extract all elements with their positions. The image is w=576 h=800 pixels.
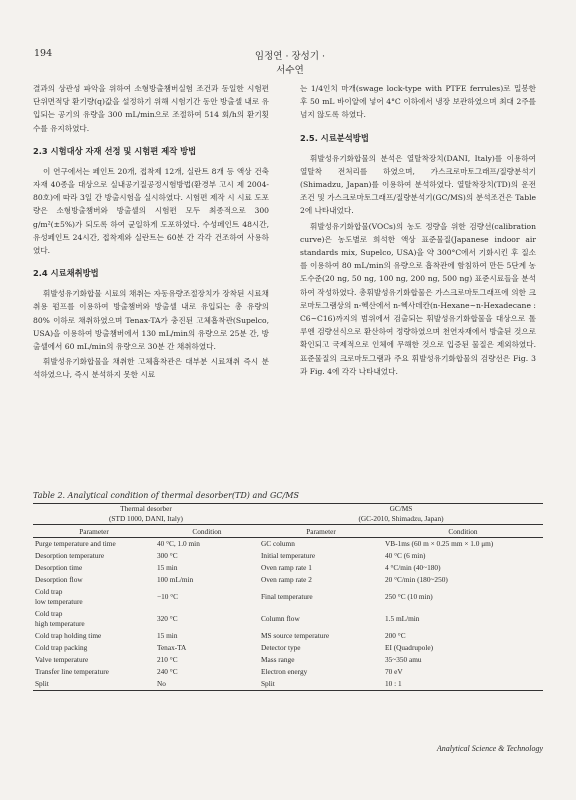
parameter-cell: Column flow	[261, 614, 300, 623]
parameter-cell: MS source temperature	[261, 631, 330, 640]
condition-cell: 40 °C, 1.0 min	[157, 539, 200, 548]
condition-cell: 1.5 mL/min	[385, 614, 420, 623]
parameter-cell: Final temperature	[261, 592, 313, 601]
column-header: Condition	[448, 526, 478, 536]
paragraph: 휘발성유기화합물의 분석은 열탈착장치(DANI, Italy)를 이용하여 열탈착 전처리를 하였으며, 가스크로마토그래프/질량분석기(Shimadzu, Japan)를 이용하여 분석하였다. 열탈착장치(TD)의 운전조건 및 가스크로마토그래프/질량분석기(GC/MS)의 분석조건은 Table 2에 나타내었다.	[300, 153, 536, 216]
parameter-cell: Desorption flow	[35, 575, 83, 584]
section-heading: 2.4 시료채취방법	[33, 268, 99, 279]
condition-cell: 240 °C	[157, 667, 178, 676]
paragraph: 휘발성유기화합물 시료의 채취는 자동유량조절장치가 장착된 시료채취용 펌프를 이용하여 방출챔버와 방출셀 내로 유입되는 총 유량의 80% 이하로 채취하였으며 Tenax-TA가 충진된 고체흡착관(Supelco, USA)을 이용하여 방출챔버에서 130 mL/min의 유량으로 25분 간, 방출셀에서 60 mL/min의 유량으로 30분 간 채취하였다.	[33, 289, 269, 352]
parameter-cell: Cold trap high temperature	[35, 609, 85, 628]
table-row	[33, 538, 543, 551]
parameter-cell: Mass range	[261, 655, 295, 664]
group-subheader-gcms: (GC-2010, Shimadzu, Japan)	[358, 514, 444, 523]
condition-cell: 15 min	[157, 563, 178, 572]
page-number: 194	[34, 48, 53, 59]
parameter-cell: Initial temperature	[261, 551, 316, 560]
parameter-cell: Split	[261, 679, 275, 688]
column-header: Parameter	[306, 526, 336, 536]
analysis-conditions-table	[33, 503, 543, 691]
running-header-authors: 임정연 · 장성기 · 서수연	[254, 51, 326, 76]
condition-cell: 100 mL/min	[157, 575, 194, 584]
parameter-cell: Cold trap low temperature	[35, 587, 83, 606]
condition-cell: 320 °C	[157, 614, 178, 623]
condition-cell: 40 °C (6 min)	[385, 551, 426, 560]
table-row	[33, 630, 543, 642]
table-row	[33, 608, 543, 630]
condition-cell: 210 °C	[157, 655, 178, 664]
table-row	[33, 678, 543, 691]
section-heading: 2.3 시험대상 자재 선정 및 시험편 제작 방법	[33, 145, 197, 156]
parameter-cell: Valve temperature	[35, 655, 89, 664]
condition-cell: 20 °C/min (180~250)	[385, 575, 448, 584]
paragraph: 결과의 상관성 파악을 위하여 소형방출챔버실험 조건과 동일한 시험편 단위면적당 환기량(q)값을 설정하기 위해 시험기간 동안 방출셀 내로 유입되는 공기의 유량을 300 mL/min으로 조절하여 514 회/h의 환기횟수를 유지하였다.	[33, 84, 269, 133]
condition-cell: 10 : 1	[385, 679, 402, 688]
condition-cell: 4 °C/min (40~180)	[385, 563, 441, 572]
parameter-cell: Oven ramp rate 1	[261, 563, 312, 572]
condition-cell: −10 °C	[157, 592, 179, 601]
journal-footer: Analytical Science & Technology	[436, 744, 543, 753]
paragraph: 이 연구에서는 페인트 20개, 접착제 12개, 실란트 8개 등 액상 건축자재 40종을 대상으로 실내공기질공정시험방법(환경부 고시 제 2004-80호)에 따라 3일 간 방출시험을 실시하였다. 시험편 제작 시 시료 도포량은 소형방출챔버와 방출셀의 시험편 모두 최종적으로 300 g/m²(±5%)가 되도록 하여 균일하게 도포하였다. 수성페인트 48시간, 유성페인트 24시간, 접착제와 실란트는 60분 간 각각 건조하여 사용하였다.	[33, 166, 269, 256]
parameter-cell: Purge temperature and time	[35, 539, 116, 548]
parameter-cell: Split	[35, 679, 49, 688]
condition-cell: No	[157, 679, 166, 688]
parameter-cell: Electron energy	[261, 667, 308, 676]
condition-cell: 35~350 amu	[385, 655, 422, 664]
paragraph: 는 1/4인치 마개(swage lock-type with PTFE ferrules)로 밀봉한 후 50 mL 바이알에 넣어 4°C 이하에서 냉장 보관하였으며 최대 2주를 넘지 않도록 하였다.	[300, 84, 536, 120]
paragraph: 휘발성유기화합물을 채취한 고체흡착관은 대부분 시료채취 즉시 분석하였으나, 즉시 분석하지 못한 시료	[33, 357, 269, 380]
condition-cell: VB-1ms (60 m × 0.25 mm × 1.0 μm)	[385, 539, 494, 548]
condition-cell: 300 °C	[157, 551, 178, 560]
parameter-cell: Detector type	[261, 643, 301, 652]
parameter-cell: Desorption time	[35, 563, 83, 572]
parameter-cell: Cold trap holding time	[35, 631, 102, 640]
table-body	[33, 538, 543, 691]
right-column	[300, 82, 536, 388]
paragraph: 휘발성유기화합물(VOCs)의 농도 정량을 위한 검량선(calibration curve)은 농도별로 희석한 액상 표준물질(Japanese indoor air standards mix, Supelco, USA)을 약 300°C에서 기화시킨 후 질소를 이용하여 80 mL/min의 유량으로 흡착관에 함침하여 만든 5단계 농도수준(20 ng, 50 ng, 100 ng, 200 ng, 500 ng) 표준시료들을 분석하여 작성하였다. 총휘발성유기화합물은 가스크로마토그래프에 의한 크로마토그램상의 n-헥산에서 n-헥사데칸(n-Hexane~n-Hexadecane : C6~C16)까지의 범위에서 검출되는 휘발성유기화합물을 대상으로 톨루엔 검량선식으로 환산하여 정량하였으며 천연자재에서 방출된 것으로 확인되고 국제적으로 인체에 무해한 것으로 입증된 물질은 제외하였다. 표준물질의 크로마토그램과 주요 휘발성유기화합물의 검량선은 Fig. 3과 Fig. 4에 각각 나타내었다.	[300, 221, 536, 376]
parameter-cell: Cold trap packing	[35, 643, 88, 652]
section-heading: 2.5. 시료분석방법	[300, 132, 369, 143]
parameter-cell: Transfer line temperature	[35, 667, 109, 676]
table-row	[33, 574, 543, 586]
table-row	[33, 586, 543, 608]
table-row	[33, 654, 543, 666]
group-subheader-td: (STD 1000, DANI, Italy)	[109, 514, 183, 523]
table-row	[33, 550, 543, 562]
left-column	[33, 82, 269, 392]
condition-cell: EI (Quadrupole)	[385, 643, 434, 652]
condition-cell: 70 eV	[385, 667, 403, 676]
parameter-cell: Desorption temperature	[35, 551, 105, 560]
condition-cell: 250 °C (10 min)	[385, 592, 433, 601]
condition-cell: 15 min	[157, 631, 178, 640]
table-row	[33, 642, 543, 654]
table-row	[33, 562, 543, 574]
condition-cell: Tenax-TA	[157, 643, 187, 652]
group-header-gcms: GC/MS	[389, 504, 413, 513]
table-row	[33, 666, 543, 678]
parameter-cell: GC column	[261, 539, 295, 548]
column-header: Condition	[192, 526, 222, 536]
column-header: Parameter	[79, 526, 109, 536]
condition-cell: 200 °C	[385, 631, 406, 640]
table-caption: Table 2. Analytical condition of thermal desorber(TD) and GC/MS	[33, 491, 299, 500]
group-header-td: Thermal desorber	[120, 504, 172, 513]
parameter-cell: Oven ramp rate 2	[261, 575, 312, 584]
